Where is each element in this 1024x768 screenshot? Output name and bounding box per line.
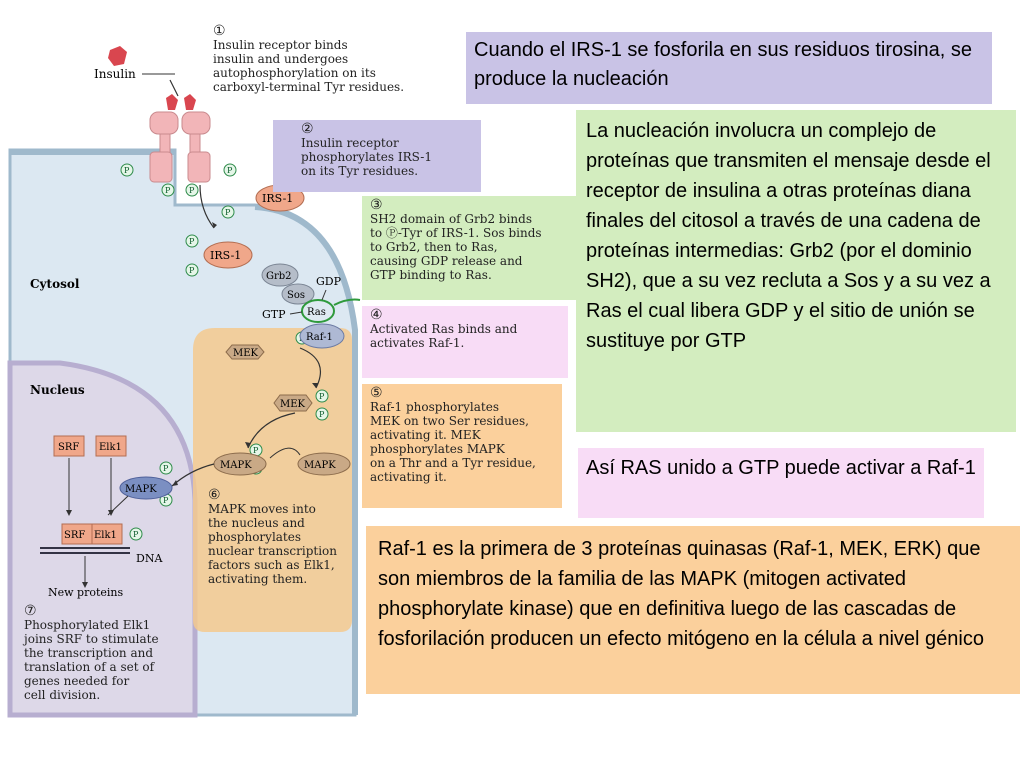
mapk-label: MAPK [220,460,252,471]
mek-label: MEK [280,399,306,410]
step-1-note [213,24,463,94]
ras-label: Ras [307,307,326,318]
phosphate-label: P [227,166,233,175]
step-line: on its Tyr residues. [301,164,419,178]
step-line: activates Raf-1. [370,336,465,350]
step-number: ⑤ [370,385,383,401]
mapk-label: MAPK [304,460,336,471]
step-line: SH2 domain of Grb2 binds [370,212,532,226]
step-line: insulin and undergoes [213,52,349,66]
elk1-label: Elk1 [99,442,122,453]
step-line: carboxyl-terminal Tyr residues. [213,80,405,94]
phosphate-label: P [253,446,259,455]
step-line: GTP binding to Ras. [370,268,492,282]
srf-label: SRF [64,530,86,541]
mapk-label: MAPK [125,484,157,495]
annotation-nucleacion: Cuando el IRS-1 se fosforila en sus residuos tirosina, se produce la nucleación [466,32,992,104]
step-number: ② [301,121,314,137]
gdp-label: GDP [316,275,342,288]
step-line: Insulin receptor [301,136,399,150]
step-line: phosphorylates MAPK [370,442,505,456]
step-line: factors such as Elk1, [208,558,335,572]
grb2-label: Grb2 [266,271,292,282]
step-line: activating them. [208,572,308,586]
step-line: phosphorylates [208,530,302,544]
step-2-note [273,120,481,192]
new-proteins-label: New proteins [48,586,124,599]
nucleus-label: Nucleus [30,383,85,397]
step-number: ① [213,23,226,39]
step-line: on a Thr and a Tyr residue, [370,456,536,470]
annotation-ras-gtp: Así RAS unido a GTP puede activar a Raf-1 [578,448,984,518]
phosphate-label: P [133,530,139,539]
step-line: nuclear transcription [208,544,338,558]
step-line: phosphorylates IRS-1 [301,150,432,164]
step-line: cell division. [24,688,101,702]
phosphate-label: P [189,237,195,246]
step-line: the transcription and [24,646,154,660]
step-number: ⑦ [24,603,37,619]
phosphate-label: P [124,166,130,175]
step-line: Phosphorylated Elk1 [24,618,151,632]
step-line: to Ⓟ-Tyr of IRS-1. Sos binds [370,226,542,240]
phosphate-label: P [189,186,195,195]
mek-label: MEK [233,348,259,359]
step-line: MEK on two Ser residues, [370,414,529,428]
gtp-label: GTP [262,308,286,321]
step-line: autophosphorylation on its [213,66,376,80]
phosphate-label: P [319,410,325,419]
annotation-complejo: La nucleación involucra un complejo de proteínas que transmiten el mensaje desde el receptor de insulina a otras proteínas diana finales del citosol a través de una cadena de proteínas intermedias: Grb2 (por el dominio SH2), que a su vez recluta a Sos y a su vez a Ras el cual libera GDP y el sitio de unión se sustituye por GTP [576,110,1016,432]
annotation-raf1: Raf-1 es la primera de 3 proteínas quinasas (Raf-1, MEK, ERK) que son miembros de la familia de las MAPK (mitogen activated phosphorylate kinase) que en definitiva luego de las cascadas de fosforilación producen un efecto mitógeno en la célula a nivel génico [366,526,1020,694]
step-line: genes needed for [24,674,130,688]
step-3-note [362,196,576,300]
step-line: to Grb2, then to Ras, [370,240,498,254]
step-line: joins SRF to stimulate [24,632,159,646]
insulin-label: Insulin [94,67,136,81]
dna-label: DNA [136,552,163,565]
phosphate-label: P [189,266,195,275]
phosphate-label: P [165,186,171,195]
phosphate-label: P [163,496,169,505]
step-4-note [362,306,568,378]
elk1-label: Elk1 [94,530,117,541]
step-line: activating it. MEK [370,428,481,442]
cytosol-label: Cytosol [30,277,80,291]
step-line: translation of a set of [24,660,155,674]
insulin-receptor [150,112,210,182]
step-line: Raf-1 phosphorylates [370,400,499,414]
srf-label: SRF [58,442,80,453]
step-line: activating it. [370,470,447,484]
step-7-note [24,604,194,702]
step-number: ⑥ [208,487,221,503]
step-line: causing GDP release and [370,254,523,268]
step-line: MAPK moves into [208,502,316,516]
step-line: Insulin receptor binds [213,38,348,52]
sos-label: Sos [287,290,306,301]
phosphate-label: P [225,208,231,217]
step-line: the nucleus and [208,516,305,530]
insulin-icon [108,46,127,66]
step-number: ④ [370,307,383,323]
step-line: Activated Ras binds and [370,322,518,336]
raf1-label: Raf-1 [306,332,333,343]
irs1-label: IRS-1 [262,192,294,205]
phosphate-label: P [319,392,325,401]
mapk-pathway-region [193,328,352,632]
step-5-note [362,384,562,508]
phosphate-label: P [163,464,169,473]
step-number: ③ [370,197,383,213]
step-6-note [208,488,348,586]
irs1-label: IRS-1 [210,249,242,262]
